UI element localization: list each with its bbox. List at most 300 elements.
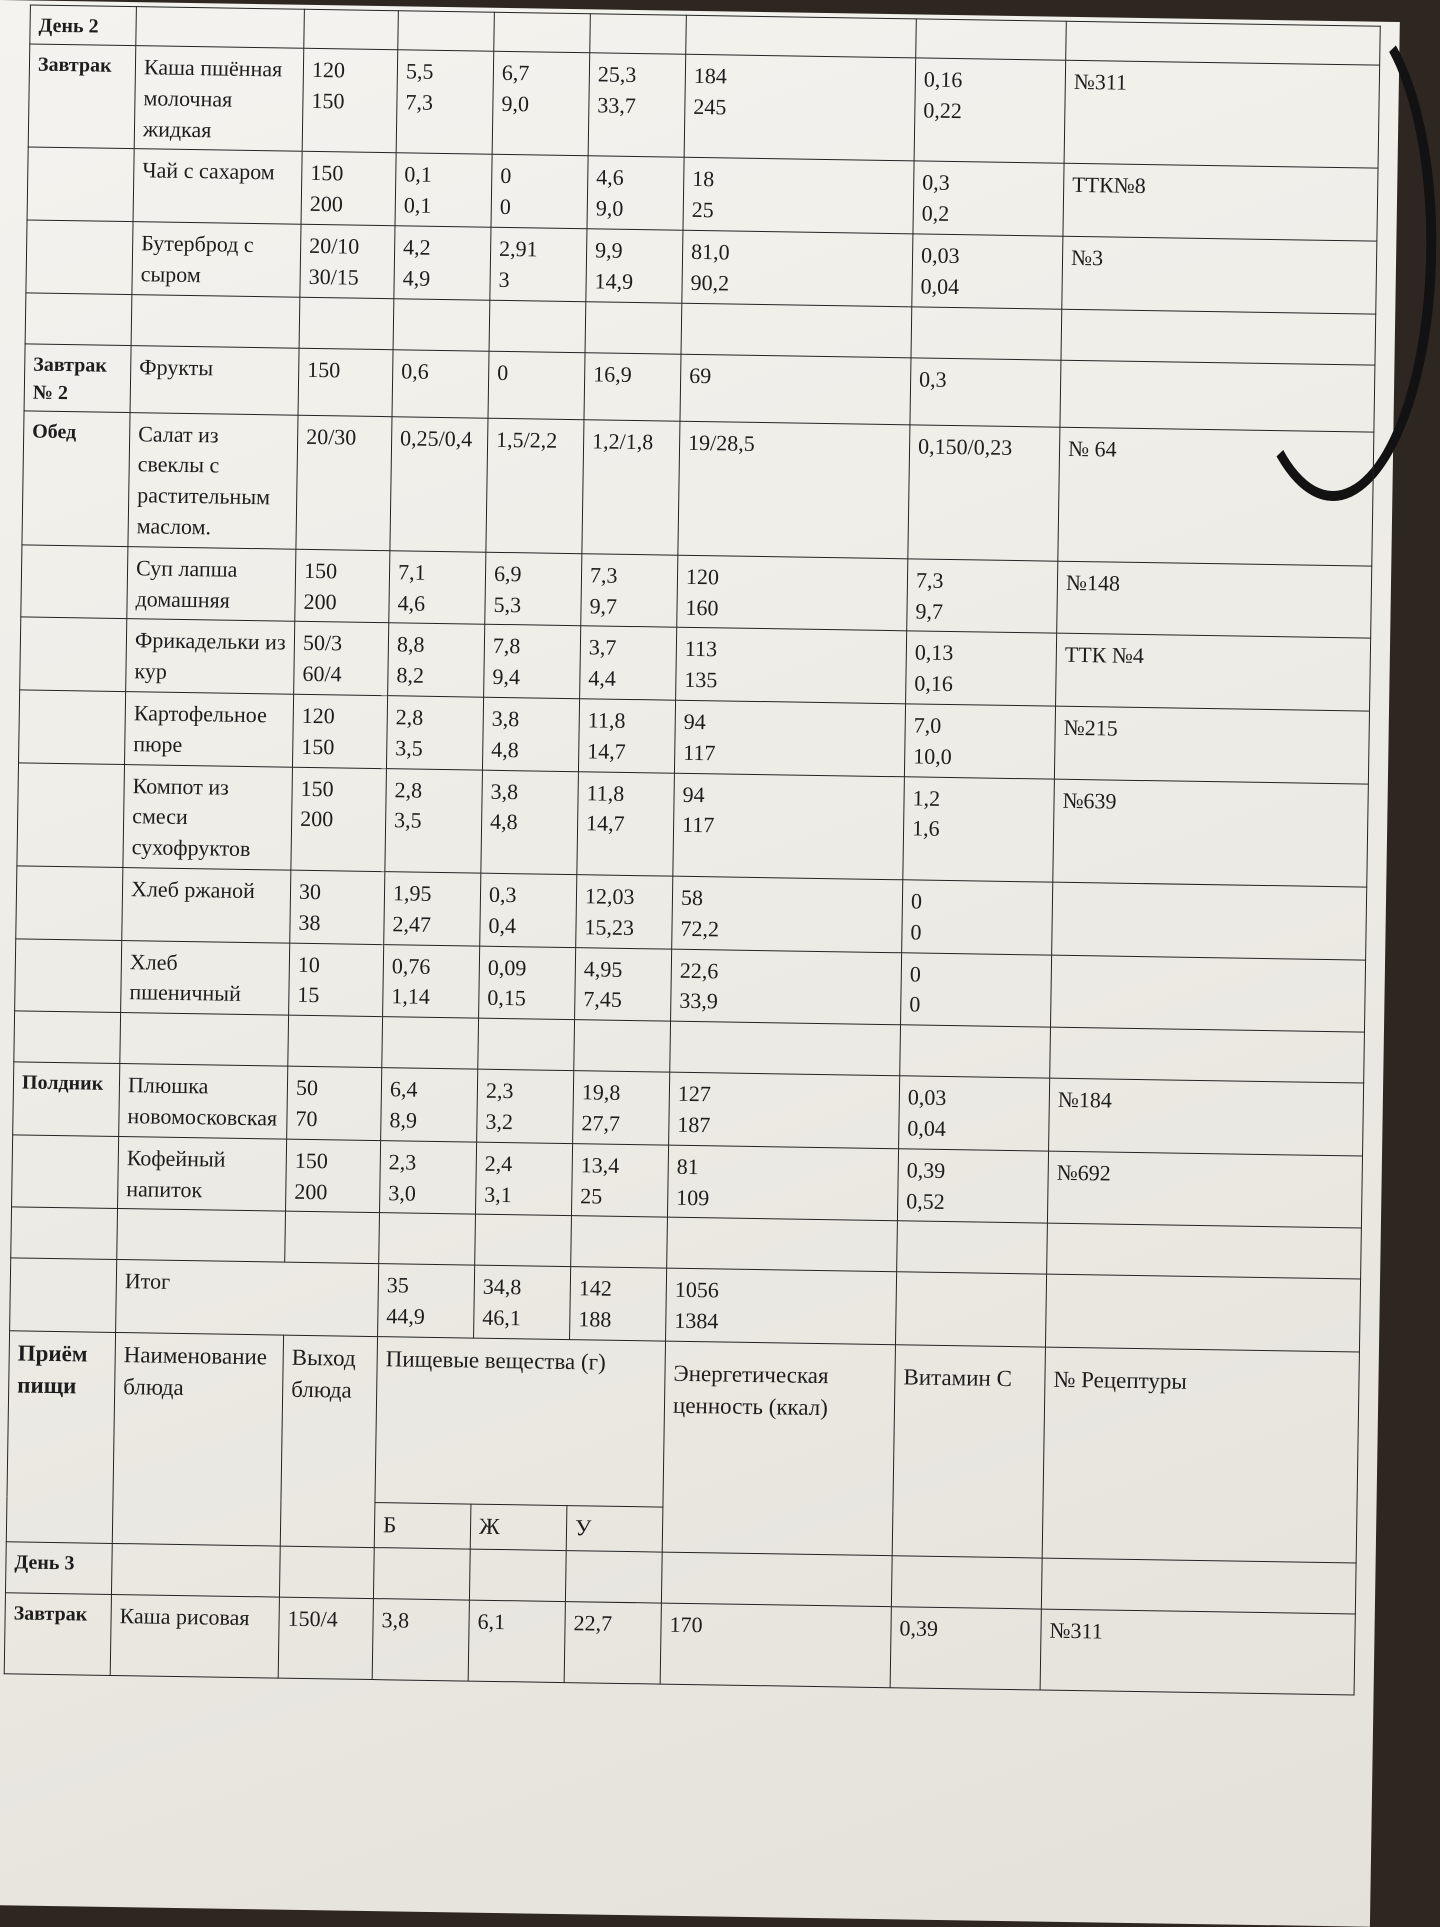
header-j: Ж: [470, 1504, 567, 1551]
total-protein-value: 44,9: [386, 1303, 426, 1329]
vitamin-c-value: 1,2: [912, 784, 941, 811]
fat: [475, 1142, 572, 1216]
protein-value: 7,1: [397, 559, 426, 585]
empty-cell: [891, 1556, 1042, 1609]
empty-cell: [1047, 1223, 1362, 1279]
header-recipe: № Рецептуры: [1042, 1347, 1359, 1563]
empty-cell: [686, 15, 917, 58]
energy: 170: [660, 1603, 891, 1688]
energy-value: 94: [683, 708, 706, 735]
dish-name: Чай с сахаром: [133, 149, 302, 224]
dish-name: Картофельное пюре: [125, 692, 294, 767]
dish-name: Компот из смеси сухофруктов: [123, 764, 293, 870]
total-protein: [378, 1264, 475, 1338]
fat-value: 3,8: [490, 778, 519, 804]
vitamin-c-value: 7,3: [915, 567, 944, 593]
dish-output-value: 150: [294, 1147, 329, 1174]
recipe-number: [1052, 882, 1367, 960]
protein-value: 1,14: [391, 983, 431, 1010]
protein-value: 2,47: [392, 911, 432, 937]
carbs: [584, 352, 681, 420]
vitamin-c: [902, 880, 1053, 955]
fat-value: 0,09: [487, 954, 527, 980]
protein-value: 3,0: [388, 1179, 417, 1206]
carbs: [588, 53, 686, 158]
recipe-number: № 64: [1058, 427, 1374, 566]
empty-cell: [279, 1546, 374, 1598]
vitamin-c: [907, 559, 1058, 634]
carbs: [577, 771, 675, 876]
protein-value: 2,3: [388, 1148, 417, 1175]
protein: [383, 944, 480, 1018]
meal-name: [12, 1135, 119, 1209]
recipe-number: №639: [1053, 779, 1369, 887]
fat-value: 7,8: [492, 633, 521, 659]
header-row: [7, 1331, 1359, 1518]
fat: [491, 155, 588, 229]
carbs-value: 25,3: [597, 61, 637, 88]
carbs-value: 14,7: [587, 738, 626, 764]
empty-cell: [379, 1213, 476, 1266]
protein: [384, 872, 481, 946]
fat-value: 2,3: [485, 1077, 514, 1104]
dish-output: [290, 870, 385, 944]
dish-output-value: 120: [311, 56, 346, 83]
day-label: День 2: [30, 5, 137, 46]
fat-value: 0: [497, 359, 509, 385]
total-label: Итог: [116, 1260, 379, 1337]
fat-value: 5,3: [493, 591, 522, 617]
empty-cell: [1041, 1558, 1356, 1614]
meal-name: [19, 690, 126, 764]
fat: [490, 227, 587, 301]
recipe-number: ТТК №4: [1056, 634, 1371, 712]
energy-value: 19/28,5: [687, 429, 755, 456]
vitamin-c: [897, 1148, 1048, 1223]
dish-name: Фрикадельки из кур: [126, 619, 295, 694]
fat-value: 3: [498, 266, 510, 292]
fat-value: 3,1: [484, 1181, 513, 1207]
carbs-value: 33,7: [597, 92, 637, 118]
dish-output-value: 200: [309, 191, 344, 217]
empty-cell: [373, 1547, 470, 1600]
vitamin-c: [914, 58, 1066, 164]
carbs: [575, 947, 672, 1021]
empty-cell: [489, 300, 586, 353]
carbs-value: 7,45: [583, 986, 623, 1013]
carbs-value: 25: [580, 1182, 603, 1209]
energy-value: 160: [685, 594, 719, 620]
meal-name: [15, 938, 122, 1012]
meal-name: [20, 617, 127, 691]
protein-value: 3,5: [393, 807, 422, 834]
carbs: [582, 419, 680, 555]
total-protein-value: 35: [386, 1272, 410, 1298]
empty-cell: [382, 1017, 479, 1070]
dish-output: [289, 943, 384, 1017]
carbs: [580, 626, 677, 700]
fat: [484, 625, 581, 699]
header-energy: Энергетическая ценность (ккал): [662, 1341, 895, 1556]
carbs-value: 11,8: [587, 707, 626, 733]
dish-output: [298, 348, 393, 416]
empty-cell: [1066, 21, 1381, 65]
header-nutrients: Пищевые вещества (г): [375, 1337, 666, 1508]
protein-value: 8,8: [396, 631, 425, 658]
dish-output: [291, 767, 387, 872]
dish-output-value: 70: [295, 1105, 318, 1132]
fat: [488, 351, 585, 419]
energy-value: 25: [691, 197, 714, 223]
vitamin-c-value: 1,6: [911, 815, 940, 842]
dish-name: Кофейный напиток: [118, 1136, 287, 1211]
dish-output-value: 200: [294, 1178, 328, 1204]
energy: [684, 54, 916, 161]
carbs: [578, 699, 675, 773]
vitamin-c-value: 0,16: [923, 66, 963, 93]
carbs-value: 3,7: [588, 634, 617, 661]
energy: [676, 628, 907, 704]
carbs: [581, 553, 678, 627]
energy: [677, 555, 908, 631]
fat-value: 0,4: [488, 912, 517, 938]
protein-value: 0,25/0,4: [399, 424, 473, 452]
empty-cell: [475, 1214, 572, 1267]
energy-value: 58: [680, 884, 704, 911]
dish-output-value: 150: [300, 775, 334, 801]
vitamin-c: [908, 424, 1060, 561]
dish-output: [295, 549, 390, 623]
vitamin-c-value: 0,39: [906, 1157, 946, 1183]
carbs-value: 16,9: [593, 360, 632, 387]
protein: [392, 349, 489, 417]
total-carbs: [570, 1267, 667, 1341]
energy: [682, 230, 913, 306]
energy-value: 109: [676, 1184, 710, 1210]
vitamin-c-value: 0,150/0,23: [917, 433, 1013, 460]
empty-cell: [590, 14, 687, 55]
vitamin-c-value: 0,22: [923, 97, 963, 123]
dish-output-value: 150: [307, 356, 341, 382]
energy-value: 22,6: [679, 957, 719, 983]
protein: [395, 153, 492, 227]
empty-cell: [14, 1011, 121, 1064]
vitamin-c-value: 0,52: [906, 1187, 945, 1214]
fat-value: 4,8: [489, 809, 518, 835]
meal-name: [27, 147, 134, 221]
recipe-number: №215: [1054, 706, 1369, 784]
header-output: Выход блюда: [280, 1335, 377, 1547]
protein: [390, 416, 488, 552]
energy-value: 69: [688, 362, 712, 388]
empty-cell: [10, 1258, 117, 1332]
carbs-value: 15,23: [584, 914, 635, 940]
empty-cell: [11, 1207, 118, 1260]
protein-value: 7,3: [405, 89, 434, 115]
empty-cell: [131, 294, 300, 348]
fat-value: 6,9: [493, 560, 522, 587]
empty-cell: [136, 7, 305, 49]
meal-name: [16, 866, 123, 940]
dish-output: [292, 694, 387, 768]
carbs-value: 4,4: [588, 665, 617, 691]
energy-value: 117: [681, 812, 715, 838]
recipe-number: №184: [1049, 1078, 1364, 1156]
empty-cell: [667, 1217, 898, 1272]
fat-value: 0,3: [488, 881, 517, 908]
recipe-number: №692: [1047, 1151, 1362, 1229]
fat-value: 9,4: [492, 663, 521, 690]
vitamin-c-value: 7,0: [913, 712, 942, 738]
dish-output-value: 150: [311, 87, 345, 114]
dish-name: Салат из свеклы с растительным маслом.: [128, 412, 298, 549]
carbs-value: 9,0: [595, 195, 624, 222]
protein-value: 0,6: [401, 357, 429, 384]
protein: [385, 768, 483, 873]
fat-value: 2,91: [498, 235, 538, 262]
dish-output-value: 15: [297, 982, 320, 1008]
energy: [669, 1072, 900, 1148]
carbs-value: 4,95: [583, 955, 623, 982]
total-fat-value: 34,8: [482, 1274, 522, 1300]
dish-output: [296, 415, 392, 551]
protein-value: 8,9: [389, 1107, 418, 1133]
empty-cell: [304, 9, 399, 49]
fat: [480, 873, 577, 947]
energy-value: 135: [684, 666, 718, 693]
empty-cell: [571, 1216, 668, 1269]
dish-output-value: 200: [303, 588, 337, 614]
fat-value: 6,7: [501, 59, 530, 86]
day-label: День 3: [5, 1542, 112, 1595]
energy-value: 113: [684, 636, 718, 662]
vitamin-c-value: 0,3: [918, 366, 947, 392]
empty-cell: [681, 303, 912, 358]
energy-value: 187: [677, 1111, 711, 1138]
energy: [674, 700, 905, 776]
energy-value: 81,0: [690, 238, 730, 265]
vitamin-c-value: 0: [910, 888, 923, 914]
dish-output-value: 150: [303, 557, 338, 584]
dish-output-value: 200: [299, 806, 334, 832]
empty-cell: [911, 306, 1062, 359]
dish-output-value: 30/15: [308, 263, 360, 290]
fat-value: 3,2: [485, 1108, 514, 1135]
fat: 6,1: [468, 1600, 565, 1682]
energy: [667, 1145, 898, 1221]
fat-value: 0: [500, 163, 512, 189]
recipe-number: [1060, 360, 1375, 432]
dish-row: [22, 411, 1374, 566]
dish-name: Бутерброд с сыром: [132, 222, 301, 297]
carbs: [586, 229, 683, 303]
total-energy-value: 1056: [674, 1277, 720, 1303]
carbs-value: 14,7: [585, 810, 625, 837]
empty-cell: [469, 1549, 566, 1602]
fat: [479, 946, 576, 1020]
empty-cell: [1045, 1274, 1360, 1352]
vitamin-c: 0,39: [890, 1607, 1041, 1690]
vitamin-c: [901, 952, 1052, 1027]
meal-name: Полдник: [13, 1062, 120, 1136]
meal-name: Обед: [22, 411, 130, 547]
dish-output-value: 30: [298, 878, 322, 905]
vitamin-c-value: 10,0: [913, 743, 952, 769]
empty-cell: [120, 1013, 289, 1067]
meal-name: [26, 220, 133, 294]
carbs-value: 11,8: [586, 779, 625, 806]
carbs-value: 9,9: [594, 237, 623, 263]
fat: [477, 1069, 574, 1143]
header-meal: Приём пищи: [6, 1331, 115, 1544]
empty-cell: [285, 1211, 380, 1263]
meal-name: [17, 762, 125, 867]
empty-cell: [916, 19, 1067, 60]
header-b: Б: [374, 1502, 471, 1549]
vitamin-c-value: 9,7: [915, 598, 944, 624]
carbs: [573, 1071, 670, 1145]
meal-name: Завтрак: [28, 44, 136, 149]
protein-value: 5,5: [405, 58, 434, 84]
energy-value: 127: [677, 1080, 712, 1107]
protein-value: 8,2: [396, 662, 425, 688]
fat-value: 4,8: [491, 736, 519, 762]
vitamin-c-value: 0,16: [914, 670, 954, 697]
energy-value: 245: [693, 93, 727, 120]
vitamin-c-value: 0,3: [922, 169, 950, 196]
vitamin-c: [912, 234, 1063, 309]
empty-cell: [117, 1209, 286, 1263]
fat-value: 9,0: [501, 90, 530, 117]
recipe-number: ТТК№8: [1063, 164, 1378, 242]
empty-cell: [398, 11, 495, 52]
recipe-number: №3: [1062, 236, 1377, 314]
energy: [672, 876, 903, 952]
menu-table: [4, 4, 1381, 1695]
vitamin-c-value: 0,03: [920, 242, 960, 269]
empty-cell: [299, 297, 394, 349]
vitamin-c-value: 0,03: [907, 1084, 947, 1111]
vitamin-c: [906, 631, 1057, 706]
carbs-value: 14,9: [594, 268, 634, 294]
header-u: У: [566, 1505, 663, 1552]
protein: [379, 1140, 476, 1214]
empty-cell: [897, 1221, 1048, 1274]
energy-value: 72,2: [680, 915, 720, 942]
protein: [386, 696, 483, 770]
protein-value: 0,1: [403, 192, 432, 218]
empty-cell: [494, 12, 591, 53]
recipe-number: №311: [1040, 1609, 1355, 1695]
dish-output-value: 10: [297, 951, 321, 977]
carbs-value: 9,7: [589, 592, 618, 619]
protein-value: 3,5: [395, 735, 423, 761]
fat-value: 2,4: [484, 1150, 513, 1176]
dish-output: 150/4: [278, 1597, 373, 1679]
dish-name: Плюшка новомосковская: [119, 1064, 288, 1139]
carbs-value: 12,03: [584, 883, 635, 910]
empty-cell: [895, 1272, 1046, 1347]
energy: [683, 158, 914, 234]
carbs-value: 1,2/1,8: [591, 427, 654, 454]
energy-value: 33,9: [679, 988, 719, 1014]
fat-value: 3,8: [491, 705, 520, 732]
dish-output: [294, 622, 389, 696]
vitamin-c-value: 0,04: [907, 1115, 947, 1141]
energy: [671, 949, 902, 1025]
recipe-number: №148: [1057, 561, 1372, 639]
vitamin-c-value: 0: [909, 991, 921, 1017]
fat-value: 1,5/2,2: [495, 426, 558, 453]
protein: [389, 550, 486, 624]
vitamin-c-value: 0: [910, 919, 922, 945]
empty-cell: [670, 1021, 901, 1076]
fat-value: 0,15: [487, 985, 527, 1011]
energy: [678, 421, 910, 559]
energy-value: 117: [683, 739, 716, 766]
empty-cell: [574, 1020, 671, 1073]
fat: [482, 697, 579, 771]
vitamin-c: [910, 357, 1061, 426]
energy: [680, 354, 911, 425]
fat: [492, 51, 590, 156]
fat: [485, 552, 582, 626]
energy: [673, 773, 905, 880]
header-dish: Наименование блюда: [112, 1332, 283, 1546]
vitamin-c: [904, 704, 1055, 779]
empty-cell: [393, 298, 490, 351]
protein: 3,8: [372, 1598, 469, 1680]
fat-value: 0: [499, 194, 512, 220]
menu-body: [4, 5, 1380, 1695]
dish-output-value: 38: [298, 909, 321, 935]
protein-value: 2,8: [394, 776, 423, 803]
total-fat-value: 46,1: [482, 1304, 522, 1331]
carbs-value: 4,6: [596, 164, 624, 191]
vitamin-c-value: 0,13: [914, 639, 954, 666]
empty-cell: [478, 1018, 575, 1071]
carbs-value: 19,8: [581, 1079, 621, 1106]
protein: [388, 623, 485, 697]
dish-name: Каша рисовая: [110, 1594, 279, 1678]
dish-output-value: 20/10: [308, 232, 360, 259]
carbs-value: 7,3: [589, 562, 618, 588]
protein: [396, 50, 494, 155]
empty-cell: [585, 301, 682, 354]
protein-value: 4,2: [402, 234, 431, 260]
dish-output-value: 120: [301, 702, 335, 729]
total-energy: [666, 1268, 897, 1344]
fat: [486, 418, 584, 554]
protein-value: 0,1: [404, 161, 433, 188]
total-carbs-value: 142: [578, 1275, 613, 1302]
dish-output: [301, 152, 396, 226]
dish-output-value: 60/4: [302, 660, 342, 687]
dish-output: [300, 224, 395, 298]
energy-value: 18: [692, 166, 715, 192]
protein-value: 2,8: [395, 704, 424, 730]
carbs: [571, 1143, 668, 1217]
vitamin-c-value: 0,2: [921, 200, 950, 227]
dish-name: Хлеб ржаной: [122, 867, 291, 942]
dish-output-value: 50/3: [302, 630, 343, 656]
dish-output-value: 150: [301, 733, 335, 760]
meal-name: Завтрак: [4, 1593, 111, 1676]
vitamin-c-value: 0,04: [920, 273, 960, 299]
vitamin-c: [899, 1076, 1050, 1151]
total-energy-value: 1384: [674, 1307, 719, 1334]
vitamin-c: [903, 776, 1055, 882]
